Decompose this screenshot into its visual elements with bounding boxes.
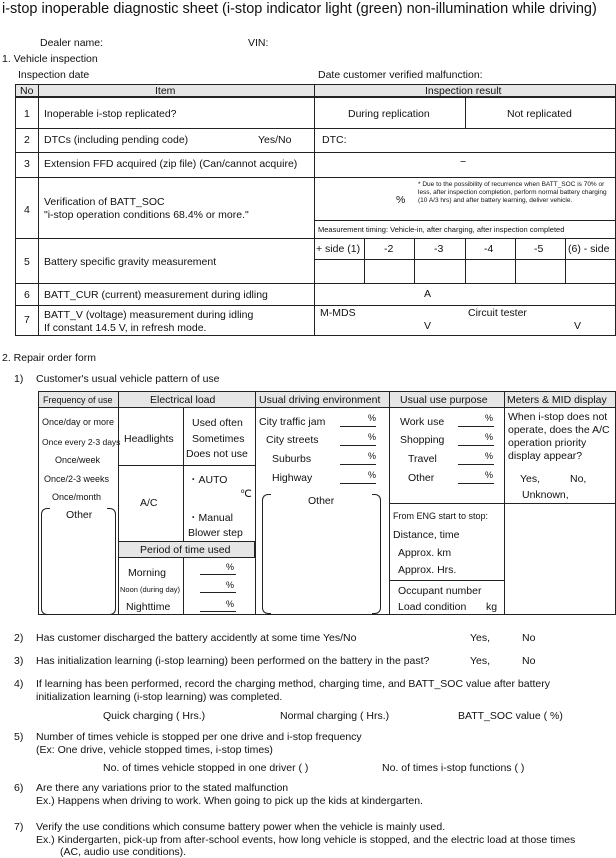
q3-no[interactable]: No (522, 655, 536, 667)
purpose-blank[interactable] (458, 445, 494, 446)
row-2-no: 2 (24, 134, 30, 146)
q5-text-2: (Ex: One drive, vehicle stopped times, i-stop times) (36, 744, 273, 756)
meters-question: When i-stop does not operate, does the A/C operation priority display appear? (508, 411, 610, 462)
env-percent[interactable]: % (368, 470, 377, 480)
env-blank[interactable] (340, 445, 376, 446)
date-verified-label: Date customer verified malfunction: (318, 69, 483, 81)
cell-4-label: -4 (484, 243, 494, 255)
not-replicated-option[interactable]: Not replicated (507, 108, 572, 120)
bracket-right (372, 494, 381, 614)
q2-number: 2) (14, 632, 24, 644)
q7-text-2: Ex.) Kindergarten, pick-up from after-school events, how long vehicle is stopped, and the electric load at those times (36, 834, 576, 846)
env-percent[interactable]: % (368, 413, 377, 423)
q3-text: Has initialization learning (i-stop learning) been performed on the battery in the past? (36, 655, 430, 667)
section-2-heading: 2. Repair order form (2, 352, 96, 364)
dealer-name-label: Dealer name: (40, 37, 104, 49)
header-use-purpose: Usual use purpose (400, 394, 488, 406)
circuit-tester-label: Circuit tester (468, 307, 527, 319)
approx-km[interactable]: Approx. km (398, 547, 452, 559)
row-3-no: 3 (24, 158, 30, 170)
header-driving-environment: Usual driving environment (259, 394, 381, 406)
row-2-item: DTCs (including pending code) (44, 134, 189, 146)
col-line (38, 84, 39, 336)
during-replication-option[interactable]: During replication (348, 108, 430, 120)
env-city-streets: City streets (266, 434, 319, 446)
col-line (414, 238, 415, 283)
freq-option[interactable]: Once/2-3 weeks (44, 474, 110, 484)
ac-auto-option[interactable]: ・AUTO (188, 474, 228, 486)
q5-text-1: Number of times vehicle is stopped per one drive and i-stop frequency (36, 731, 362, 743)
header-frequency: Frequency of use (43, 395, 113, 405)
q4-number: 4) (14, 678, 24, 690)
row-7-item: BATT_V (voltage) measurement during idling (44, 309, 254, 321)
purpose-shopping: Shopping (400, 434, 445, 446)
row-6-no: 6 (24, 289, 30, 301)
env-blank[interactable] (340, 483, 376, 484)
row-3-item: Extension FFD acquired (zip file) (Can/cannot acquire) (44, 158, 298, 170)
freq-other[interactable]: Other (66, 509, 93, 521)
current-unit: A (424, 288, 432, 300)
purpose-blank[interactable] (458, 483, 494, 484)
col-line (465, 97, 466, 128)
purpose-percent[interactable]: % (485, 413, 494, 423)
row-1-item: Inoperable i-stop replicated? (44, 108, 177, 120)
bracket-right (107, 508, 116, 615)
header-item: Item (155, 85, 176, 97)
q4-text-2: initialization learning (i-stop learning) was completed. (36, 691, 283, 703)
row-5-no: 5 (24, 256, 30, 268)
freq-option[interactable]: Once/week (55, 455, 101, 465)
ac-temperature-unit: ℃ (240, 488, 252, 500)
q2-no[interactable]: No (522, 632, 536, 644)
inspection-date-label: Inspection date (18, 69, 90, 81)
header-inspection-result: Inspection result (425, 85, 502, 97)
measurement-timing: Measurement timing: Vehicle-in, after charging, after inspection completed (318, 225, 565, 234)
noon-percent[interactable]: % (226, 580, 235, 590)
purpose-blank[interactable] (458, 464, 494, 465)
blower-step[interactable]: Blower step (188, 527, 243, 539)
normal-charging-field[interactable]: Normal charging ( Hrs.) (280, 710, 390, 722)
col-line (465, 238, 466, 283)
occupant-number-label[interactable]: Occupant number (398, 585, 482, 597)
period-header: Period of time used (140, 544, 231, 556)
row-line (15, 177, 616, 178)
headlights-option[interactable]: Used often (192, 417, 243, 429)
mmds-voltage-unit: V (424, 320, 432, 332)
ffd-result-dash: − (460, 156, 467, 168)
row-line (389, 503, 616, 504)
row-line (15, 305, 616, 306)
header-meters-mid: Meters & MID display (507, 394, 607, 406)
purpose-blank[interactable] (458, 426, 494, 427)
q7-text-1: Verify the use conditions which consume battery power when the vehicle is mainly used. (36, 821, 446, 833)
env-blank[interactable] (340, 464, 376, 465)
bracket-left (41, 508, 50, 615)
q1-text: Customer's usual vehicle pattern of use (36, 373, 220, 385)
period-morning: Morning (128, 567, 166, 579)
env-other[interactable]: Other (308, 495, 335, 507)
q6-text-1: Are there any variations prior to the stated malfunction (36, 782, 289, 794)
env-highway: Highway (272, 472, 313, 484)
col-line (364, 238, 365, 283)
row-7-no: 7 (24, 314, 30, 326)
dtc-field-label: DTC: (322, 134, 347, 146)
sheet-title: i-stop inoperable diagnostic sheet (i-stop indicator light (green) non-illumination while driving) (2, 1, 597, 17)
inspection-table-header (15, 84, 616, 97)
freq-option[interactable]: Once/month (52, 492, 102, 502)
row-line (15, 128, 616, 129)
dtc-yes-no[interactable]: Yes/No (258, 134, 292, 146)
q6-text-2: Ex.) Happens when driving to work. When going to pick up the kids at kindergarten. (36, 795, 423, 807)
period-noon: Noon (during day) (120, 585, 181, 594)
row-line (15, 238, 616, 239)
env-blank[interactable] (340, 426, 376, 427)
col-line (565, 238, 566, 283)
night-blank[interactable] (200, 611, 236, 612)
cell-5-label: -5 (534, 243, 544, 255)
freq-option[interactable]: Once every 2-3 days (42, 437, 121, 447)
row-line (118, 465, 255, 466)
batt-soc-percent[interactable]: % (396, 194, 406, 206)
col-line (118, 391, 119, 615)
q1-number: 1) (14, 373, 24, 385)
env-suburbs: Suburbs (272, 453, 312, 465)
cell-3-label: -3 (434, 243, 444, 255)
bracket-left (262, 494, 271, 614)
row-line (15, 152, 616, 153)
q3-yes[interactable]: Yes, (470, 655, 491, 667)
vin-label: VIN: (248, 37, 269, 49)
approx-hrs[interactable]: Approx. Hrs. (398, 564, 457, 576)
headlights-option[interactable]: Sometimes (192, 433, 245, 445)
row-line (389, 580, 504, 581)
purpose-percent[interactable]: % (485, 432, 494, 442)
row-7-item-note: If constant 14.5 V, in refresh mode. (44, 322, 207, 334)
col-line (515, 238, 516, 283)
env-percent[interactable]: % (368, 451, 377, 461)
col-line (183, 558, 184, 615)
meters-unknown[interactable]: Unknown, (522, 489, 569, 501)
night-percent[interactable]: % (226, 599, 235, 609)
purpose-travel: Travel (408, 453, 437, 465)
freq-option[interactable]: Once/day or more (42, 417, 115, 427)
q5-number: 5) (14, 731, 24, 743)
header-electrical-load: Electrical load (150, 394, 216, 406)
cell-6-label: (6) - side (568, 243, 610, 255)
row-1-no: 1 (24, 108, 30, 120)
distance-time-label: Distance, time (393, 529, 460, 541)
q7-text-3: (AC, audio use conditions). (60, 846, 187, 858)
row-4-no: 4 (24, 204, 30, 216)
header-no: No (20, 85, 34, 97)
col-line (314, 84, 315, 336)
col-line (255, 391, 256, 615)
q2-yes[interactable]: Yes, (470, 632, 491, 644)
row-line (314, 220, 616, 221)
ac-label: A/C (140, 497, 158, 509)
morning-blank[interactable] (200, 574, 236, 575)
headlights-label: Headlights (124, 433, 174, 445)
q6-number: 6) (14, 782, 24, 794)
row-5-item: Battery specific gravity measurement (44, 256, 217, 268)
row-4-item-condition: "i-stop operation conditions 68.4% or more." (44, 209, 249, 221)
q4-text-1: If learning has been performed, record the charging method, charging time, and BATT_SOC value after battery (36, 678, 550, 690)
load-kg-unit: kg (486, 601, 498, 613)
cell-1-label: + side (1) (316, 243, 361, 255)
row-4-item: Verification of BATT_SOC (44, 196, 165, 208)
quick-charging-field[interactable]: Quick charging ( Hrs.) (103, 710, 206, 722)
headlights-option[interactable]: Does not use (186, 448, 248, 460)
row-6-item: BATT_CUR (current) measurement during idling (44, 289, 268, 301)
load-condition-label[interactable]: Load condition (398, 601, 467, 613)
row-line (15, 283, 616, 284)
ac-manual-option[interactable]: ・Manual (188, 512, 233, 524)
cell-2-label: -2 (384, 243, 394, 255)
env-city-traffic: City traffic jam (259, 416, 326, 428)
q2-text: Has customer discharged the battery accidently at some time Yes/No (36, 632, 357, 644)
purpose-other: Other (408, 472, 435, 484)
purpose-percent[interactable]: % (485, 451, 494, 461)
meters-no[interactable]: No, (570, 473, 587, 485)
purpose-work: Work use (400, 416, 445, 428)
tester-voltage-unit: V (574, 320, 582, 332)
morning-percent[interactable]: % (226, 562, 235, 572)
noon-blank[interactable] (200, 592, 236, 593)
batt-soc-field[interactable]: BATT_SOC value ( %) (458, 710, 563, 722)
batt-soc-note: * Due to the possibility of recurrence when BATT_SOC is 70% or less, after inspection completion, perform normal battery charging (10 A/3 hrs) and after battery learning, deliver vehicle. (418, 181, 607, 204)
q7-number: 7) (14, 821, 24, 833)
meters-yes[interactable]: Yes, (520, 473, 541, 485)
istop-count-field[interactable]: No. of times i-stop functions ( ) (382, 762, 525, 774)
purpose-percent[interactable]: % (485, 470, 494, 480)
row-line (15, 97, 616, 98)
mmds-label: M-MDS (320, 307, 356, 319)
section-1-heading: 1. Vehicle inspection (2, 53, 98, 65)
stops-per-drive-field[interactable]: No. of times vehicle stopped in one driver ( ) (103, 762, 309, 774)
period-nighttime: Nighttime (126, 601, 171, 613)
env-percent[interactable]: % (368, 432, 377, 442)
q3-number: 3) (14, 655, 24, 667)
eng-start-label: From ENG start to stop: (393, 511, 489, 521)
col-line (183, 408, 184, 541)
